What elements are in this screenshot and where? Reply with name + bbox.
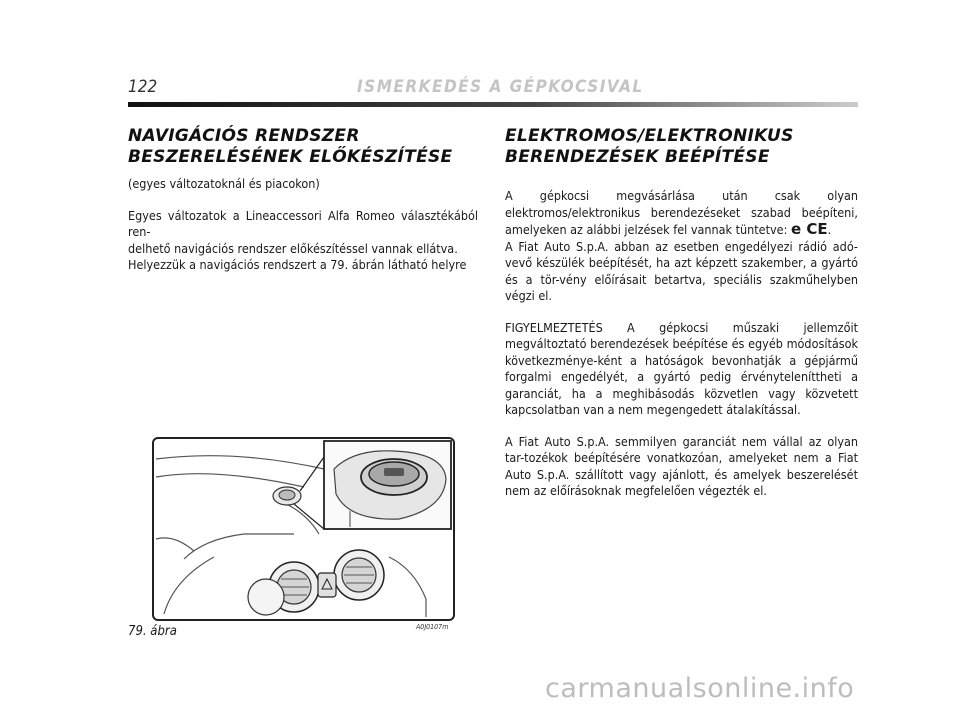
right-title-line-2: BERENDEZÉSEK BEÉPÍTÉSE xyxy=(505,147,770,167)
page-number: 122 xyxy=(128,77,158,97)
figure-79 xyxy=(152,437,455,621)
right-paragraph-3: FIGYELMEZTETÉS A gépkocsi műszaki jellemzőit megváltoztató berendezések beépítése és egyéb módosítások következménye-ként a hatóságok bevonhatják a gépjármű forgalmi engedélyét, a gyártó pedig érvényteleníttheti a garanciát, ha a meghibásodás közvetlen vagy közvetett kapcsolatban van a nem megengedett átalakítással. xyxy=(505,319,858,417)
left-section-title xyxy=(128,126,478,168)
watermark: carmanualsonline.info xyxy=(545,673,855,704)
right-p1-end: . xyxy=(827,222,832,237)
left-column xyxy=(128,126,478,274)
left-paragraph xyxy=(128,208,478,274)
right-paragraph-2: A Fiat Auto S.p.A. abban az esetben engedélyezi rádió adó-vevő készülék beépítését, ha azt képzett szakember, a gyártó és a tör-vény előírásait betartva, speciális szakműhelyben végzi el. xyxy=(505,238,858,303)
right-section-title xyxy=(505,126,858,168)
nav-socket-small xyxy=(273,457,324,529)
right-paragraph-4: A Fiat Auto S.p.A. semmilyen garanciát nem vállal az olyan tar-tozékok beépítésére vonatkozóan, amelyeket nem a Fiat Auto S.p.A. szállított vagy ajánlott, és amelyek beszerelését nem az előírásoknak megfelelően végezték el. xyxy=(505,433,858,498)
left-title-line-1: NAVIGÁCIÓS RENDSZER xyxy=(128,126,360,146)
left-subtitle: (egyes változatoknál és piacokon) xyxy=(128,176,320,191)
running-title: ISMERKEDÉS A GÉPKOCSIVAL xyxy=(357,77,644,97)
right-title-line-1: ELEKTROMOS/ELEKTRONIKUS xyxy=(505,126,794,146)
air-vents xyxy=(248,550,384,615)
figure-code: A0J0107m xyxy=(416,623,449,631)
right-column xyxy=(505,126,858,500)
ce-mark: e CE xyxy=(790,220,828,238)
right-p1-text: A gépkocsi megvásárlása után csak olyan elektromos/elektronikus berendezéseket szabad beépíteni, amelyeken az alábbi jelzések fel vannak tüntetve: xyxy=(505,188,858,237)
figure-caption: 79. ábra xyxy=(128,624,177,639)
left-line-2: delhető navigációs rendszer előkészítéssel vannak ellátva. xyxy=(128,240,458,256)
hazard-switch xyxy=(318,573,336,597)
right-paragraph-1 xyxy=(505,188,858,239)
left-title-line-2: BESZERELÉSÉNEK ELŐKÉSZÍTÉSE xyxy=(128,147,453,167)
dashboard-illustration xyxy=(154,439,453,619)
left-line-3: Helyezzük a navigációs rendszert a 79. ábrán látható helyre xyxy=(128,257,467,272)
left-line-1: Egyes változatok a Lineaccessori Alfa Romeo választékából ren- xyxy=(128,207,478,239)
header-rule xyxy=(128,102,858,107)
